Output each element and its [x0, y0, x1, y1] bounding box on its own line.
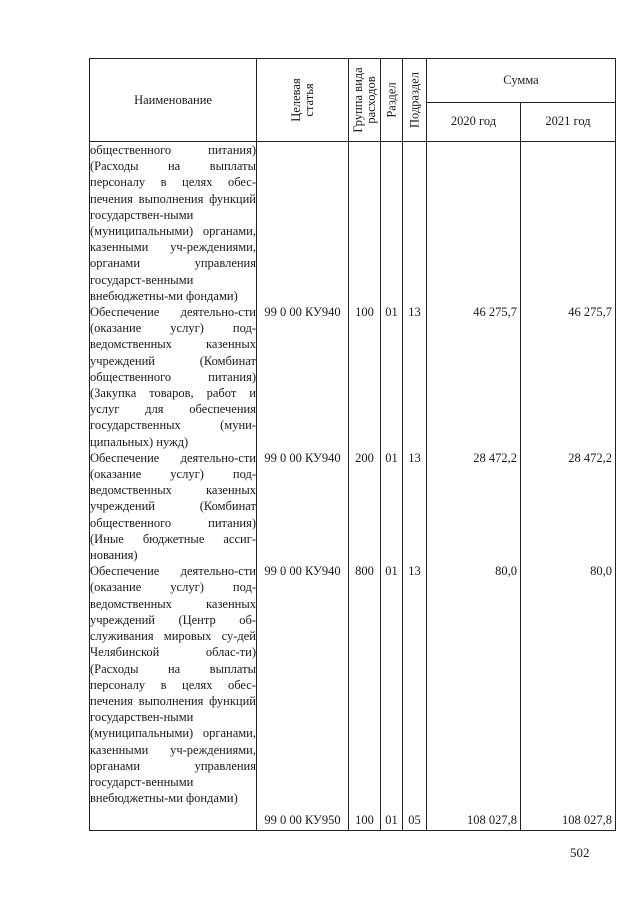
name-column: [90, 142, 257, 831]
row-sum-2021: 108 027,8: [562, 813, 612, 827]
row-subsection: 13: [408, 305, 421, 319]
header-expense-group: [349, 59, 381, 142]
row-group: 200: [355, 451, 374, 465]
header-name: Наименование: [90, 59, 257, 142]
header-subsection: [403, 59, 427, 142]
row-section: 01: [385, 451, 398, 465]
row-section: 01: [385, 564, 398, 578]
row-subsection: 05: [408, 813, 421, 827]
row-section: 01: [385, 813, 398, 827]
table-body-row: [90, 142, 616, 831]
row-target: 99 0 00 КУ940: [264, 451, 341, 465]
row-sum-2021: 46 275,7: [568, 305, 612, 319]
row-name: общественного питания) (Расходы на выплаты персоналу в целях обес-печения выполнения функций государствен-ными (муниципальными) органами, казенными уч-реждениями, органами управления государст-венными внебюджетны-ми фондами): [90, 143, 256, 303]
row-sum-2021: 80,0: [590, 564, 612, 578]
row-sum-2020: 46 275,7: [473, 305, 517, 319]
row-name: Обеспечение деятельно-сти (оказание услуг) под-ведомственных казенных учреждений (Комбинат общественного питания) (Закупка товаров, работ и услуг для обеспечения государственных (муни-ципальных) нужд): [90, 305, 256, 449]
header-section-label: Раздел: [383, 82, 398, 118]
header-section: [381, 59, 403, 142]
row-group: 100: [355, 813, 374, 827]
header-subsection-label: Подраздел: [406, 72, 421, 128]
row-name: Обеспечение деятельно-сти (оказание услуг) под-ведомственных казенных учреждений (Комбинат общественного питания) (Иные бюджетные ассиг-нования): [90, 450, 256, 563]
target-column: [257, 142, 349, 831]
page-number: 502: [570, 845, 590, 860]
row-sum-2020: 28 472,2: [473, 451, 517, 465]
row-group: 800: [355, 564, 374, 578]
header-year-2021: 2021 год: [521, 102, 616, 141]
subsection-column: [403, 142, 427, 831]
row-subsection: 13: [408, 451, 421, 465]
header-expense-group-label: Группа вида расходов: [350, 67, 378, 133]
row-sum-2020: 80,0: [495, 564, 517, 578]
row-group: 100: [355, 305, 374, 319]
header-target-article: [257, 59, 349, 142]
header-year-2020: 2020 год: [427, 102, 521, 141]
row-sum-2021: 28 472,2: [568, 451, 612, 465]
row-target: 99 0 00 КУ950: [264, 813, 341, 827]
row-name: Обеспечение деятельно-сти (оказание услуг) под-ведомственных казенных учреждений (Центр об-служивания мировых су-дей Челябинской облас-ти) (Расходы на выплаты персоналу в целях обес-печения выполнения функций государствен-ными (муниципальными) органами, казенными уч-реждениями, органами управления государст-венными внебюджетны-ми фондами): [90, 564, 256, 806]
row-section: 01: [385, 305, 398, 319]
group-column: [349, 142, 381, 831]
row-target: 99 0 00 КУ940: [264, 564, 341, 578]
row-target: 99 0 00 КУ940: [264, 305, 341, 319]
header-target-article-label: Целевая статья: [288, 78, 316, 122]
sum-2021-column: [521, 142, 616, 831]
row-subsection: 13: [408, 564, 421, 578]
table-header: [90, 59, 616, 142]
sum-2020-column: [427, 142, 521, 831]
header-sum: Сумма: [427, 59, 616, 103]
row-sum-2020: 108 027,8: [467, 813, 517, 827]
section-column: [381, 142, 403, 831]
budget-table: [89, 58, 616, 831]
